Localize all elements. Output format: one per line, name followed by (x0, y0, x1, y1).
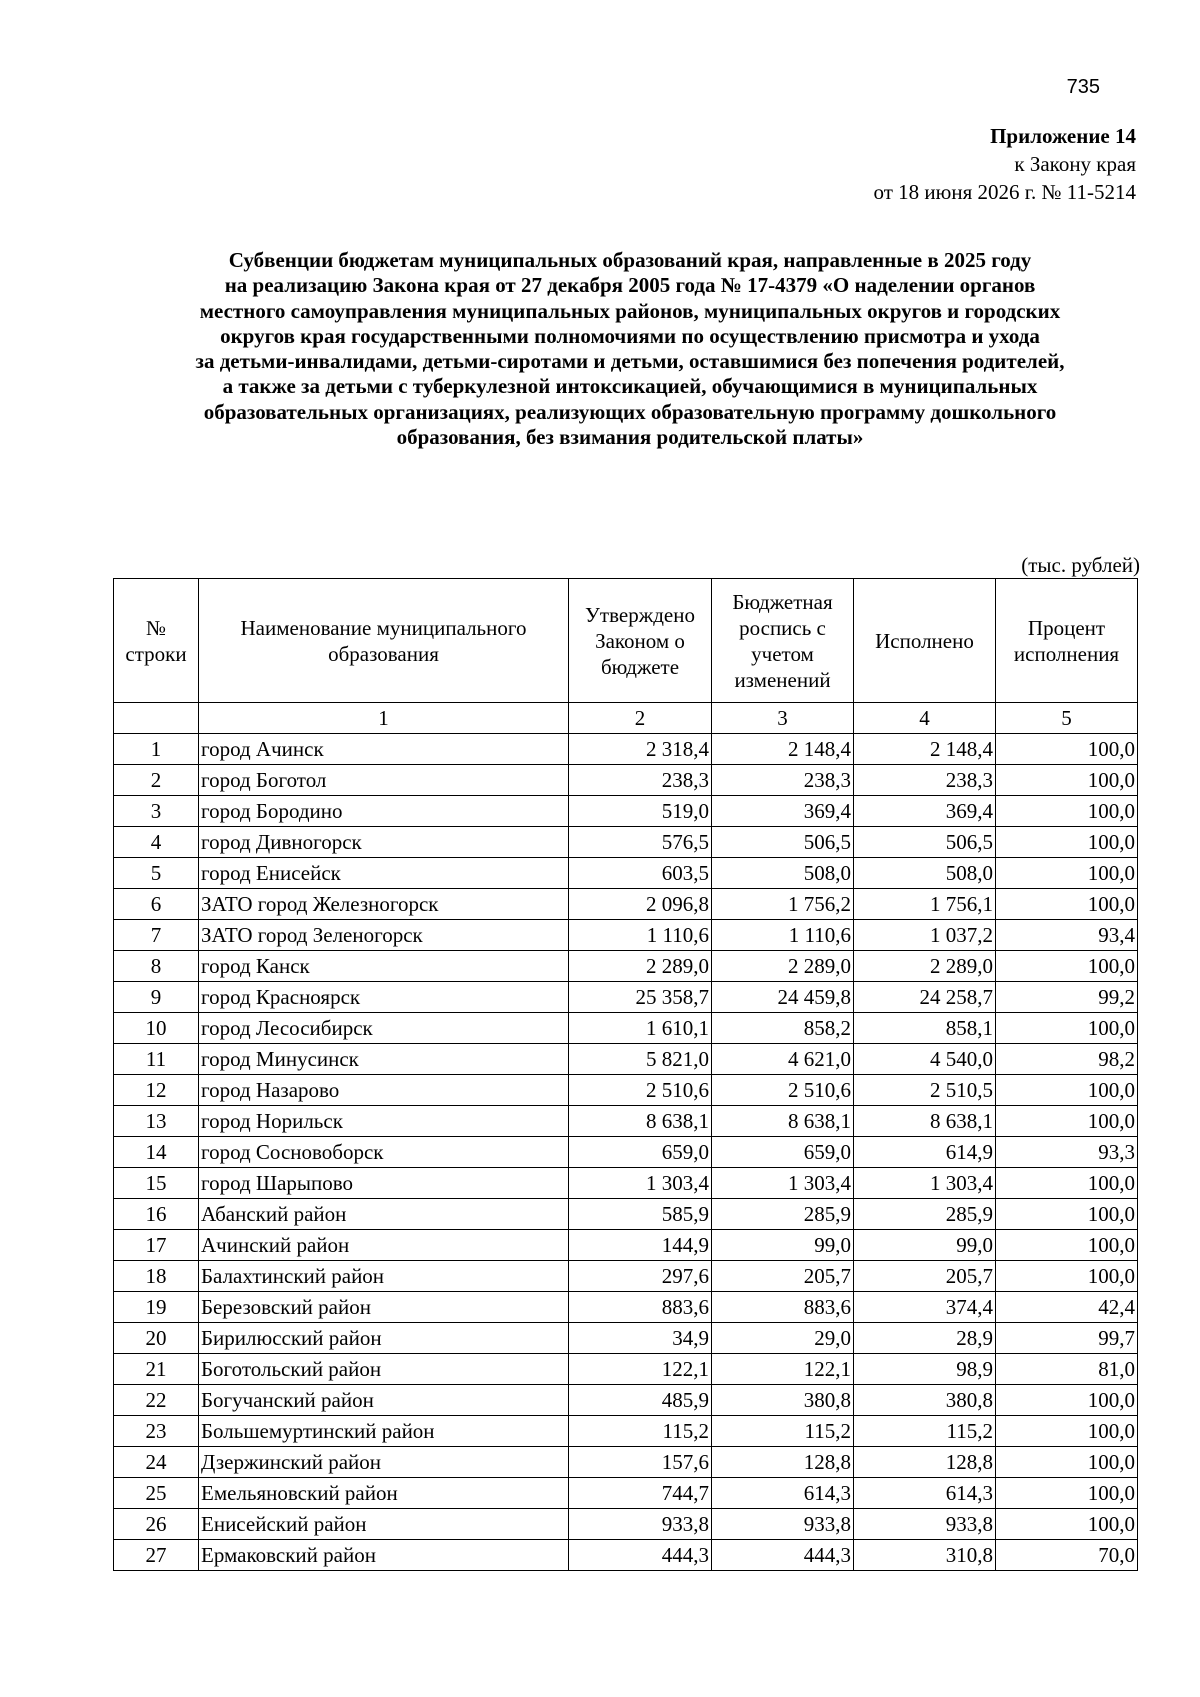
percent-value: 99,2 (996, 982, 1138, 1013)
column-number: 1 (199, 703, 569, 734)
executed-value: 28,9 (854, 1323, 996, 1354)
table-row (114, 1478, 1138, 1509)
row-number: 6 (114, 889, 199, 920)
column-number: 2 (569, 703, 712, 734)
approved-value: 576,5 (569, 827, 712, 858)
table-row (114, 1106, 1138, 1137)
percent-value: 100,0 (996, 951, 1138, 982)
table-row (114, 734, 1138, 765)
municipality-name: Березовский район (199, 1292, 569, 1323)
row-number: 15 (114, 1168, 199, 1199)
executed-value: 8 638,1 (854, 1106, 996, 1137)
percent-value: 93,3 (996, 1137, 1138, 1168)
approved-value: 1 610,1 (569, 1013, 712, 1044)
table-row (114, 1013, 1138, 1044)
table-row (114, 765, 1138, 796)
percent-value: 100,0 (996, 1075, 1138, 1106)
executed-value: 99,0 (854, 1230, 996, 1261)
table-row (114, 1509, 1138, 1540)
header-municipality-name: Наименование муниципального образования (199, 579, 569, 703)
executed-value: 205,7 (854, 1261, 996, 1292)
approved-value: 2 510,6 (569, 1075, 712, 1106)
municipality-name: Балахтинский район (199, 1261, 569, 1292)
title-line: округов края государственными полномочиями по осуществлению присмотра и ухода (220, 323, 1040, 348)
executed-value: 614,3 (854, 1478, 996, 1509)
approved-value: 444,3 (569, 1540, 712, 1571)
approved-value: 585,9 (569, 1199, 712, 1230)
appendix-line-2: от 18 июня 2026 г. № 11-5214 (873, 180, 1136, 204)
executed-value: 128,8 (854, 1447, 996, 1478)
executed-value: 4 540,0 (854, 1044, 996, 1075)
approved-value: 144,9 (569, 1230, 712, 1261)
row-number: 20 (114, 1323, 199, 1354)
executed-value: 2 289,0 (854, 951, 996, 982)
percent-value: 93,4 (996, 920, 1138, 951)
budget-list-value: 8 638,1 (712, 1106, 854, 1137)
row-number: 3 (114, 796, 199, 827)
approved-value: 122,1 (569, 1354, 712, 1385)
municipality-name: Большемуртинский район (199, 1416, 569, 1447)
executed-value: 2 510,5 (854, 1075, 996, 1106)
header-percent: Процент исполнения (996, 579, 1138, 703)
subvention-table (113, 578, 1138, 1571)
table-row (114, 1168, 1138, 1199)
budget-list-value: 2 148,4 (712, 734, 854, 765)
approved-value: 1 110,6 (569, 920, 712, 951)
row-number: 24 (114, 1447, 199, 1478)
percent-value: 100,0 (996, 1230, 1138, 1261)
budget-list-value: 659,0 (712, 1137, 854, 1168)
header-budget-list: Бюджетная роспись с учетом изменений (712, 579, 854, 703)
row-number: 17 (114, 1230, 199, 1261)
table-row (114, 858, 1138, 889)
approved-value: 744,7 (569, 1478, 712, 1509)
budget-list-value: 122,1 (712, 1354, 854, 1385)
table-row (114, 1540, 1138, 1571)
row-number: 10 (114, 1013, 199, 1044)
row-number: 13 (114, 1106, 199, 1137)
percent-value: 99,7 (996, 1323, 1138, 1354)
title-line: образовательных организациях, реализующих образовательную программу дошкольного (203, 399, 1057, 424)
executed-value: 1 037,2 (854, 920, 996, 951)
table-row (114, 796, 1138, 827)
percent-value: 100,0 (996, 1013, 1138, 1044)
table-body (114, 734, 1138, 1571)
municipality-name: Бирилюсский район (199, 1323, 569, 1354)
municipality-name: город Лесосибирск (199, 1013, 569, 1044)
municipality-name: город Канск (199, 951, 569, 982)
table-row (114, 1292, 1138, 1323)
row-number: 8 (114, 951, 199, 982)
row-number: 21 (114, 1354, 199, 1385)
approved-value: 485,9 (569, 1385, 712, 1416)
municipality-name: город Ачинск (199, 734, 569, 765)
percent-value: 42,4 (996, 1292, 1138, 1323)
approved-value: 883,6 (569, 1292, 712, 1323)
row-number: 16 (114, 1199, 199, 1230)
table-row (114, 827, 1138, 858)
row-number: 26 (114, 1509, 199, 1540)
approved-value: 115,2 (569, 1416, 712, 1447)
table-row (114, 1230, 1138, 1261)
percent-value: 70,0 (996, 1540, 1138, 1571)
column-number (114, 703, 199, 734)
percent-value: 100,0 (996, 889, 1138, 920)
approved-value: 2 289,0 (569, 951, 712, 982)
percent-value: 100,0 (996, 858, 1138, 889)
executed-value: 614,9 (854, 1137, 996, 1168)
table-row (114, 920, 1138, 951)
budget-list-value: 858,2 (712, 1013, 854, 1044)
budget-list-value: 4 621,0 (712, 1044, 854, 1075)
row-number: 2 (114, 765, 199, 796)
approved-value: 238,3 (569, 765, 712, 796)
budget-list-value: 24 459,8 (712, 982, 854, 1013)
table-header-row (114, 579, 1138, 703)
table-row (114, 889, 1138, 920)
approved-value: 297,6 (569, 1261, 712, 1292)
column-number-row (114, 703, 1138, 734)
approved-value: 933,8 (569, 1509, 712, 1540)
row-number: 5 (114, 858, 199, 889)
executed-value: 508,0 (854, 858, 996, 889)
municipality-name: город Шарыпово (199, 1168, 569, 1199)
approved-value: 2 096,8 (569, 889, 712, 920)
budget-list-value: 508,0 (712, 858, 854, 889)
approved-value: 1 303,4 (569, 1168, 712, 1199)
table-row (114, 1044, 1138, 1075)
row-number: 27 (114, 1540, 199, 1571)
municipality-name: город Бородино (199, 796, 569, 827)
row-number: 7 (114, 920, 199, 951)
budget-list-value: 933,8 (712, 1509, 854, 1540)
title-line: на реализацию Закона края от 27 декабря 2005 года № 17-4379 «О наделении органов (224, 273, 1036, 298)
approved-value: 519,0 (569, 796, 712, 827)
budget-list-value: 285,9 (712, 1199, 854, 1230)
column-number: 5 (996, 703, 1138, 734)
municipality-name: Енисейский район (199, 1509, 569, 1540)
column-number: 4 (854, 703, 996, 734)
table-row (114, 1354, 1138, 1385)
executed-value: 115,2 (854, 1416, 996, 1447)
row-number: 12 (114, 1075, 199, 1106)
budget-list-value: 205,7 (712, 1261, 854, 1292)
executed-value: 380,8 (854, 1385, 996, 1416)
municipality-name: город Назарово (199, 1075, 569, 1106)
budget-list-value: 238,3 (712, 765, 854, 796)
executed-value: 858,1 (854, 1013, 996, 1044)
budget-list-value: 380,8 (712, 1385, 854, 1416)
municipality-name: город Енисейск (199, 858, 569, 889)
percent-value: 100,0 (996, 1199, 1138, 1230)
municipality-name: Боготольский район (199, 1354, 569, 1385)
table-row (114, 1261, 1138, 1292)
row-number: 9 (114, 982, 199, 1013)
table-row (114, 1323, 1138, 1354)
percent-value: 100,0 (996, 734, 1138, 765)
title-line: местного самоуправления муниципальных районов, муниципальных округов и городских (199, 298, 1061, 323)
municipality-name: город Дивногорск (199, 827, 569, 858)
row-number: 23 (114, 1416, 199, 1447)
budget-list-value: 29,0 (712, 1323, 854, 1354)
budget-list-value: 1 110,6 (712, 920, 854, 951)
units-label: (тыс. рублей) (1021, 553, 1140, 577)
document-title (90, 248, 1170, 450)
budget-list-value: 369,4 (712, 796, 854, 827)
municipality-name: город Боготол (199, 765, 569, 796)
row-number: 25 (114, 1478, 199, 1509)
percent-value: 81,0 (996, 1354, 1138, 1385)
budget-list-value: 1 756,2 (712, 889, 854, 920)
percent-value: 100,0 (996, 827, 1138, 858)
executed-value: 1 756,1 (854, 889, 996, 920)
row-number: 1 (114, 734, 199, 765)
page-number: 735 (1066, 76, 1100, 98)
percent-value: 100,0 (996, 1261, 1138, 1292)
municipality-name: город Красноярск (199, 982, 569, 1013)
appendix-line-1: к Закону края (1014, 152, 1136, 176)
row-number: 18 (114, 1261, 199, 1292)
percent-value: 100,0 (996, 1385, 1138, 1416)
executed-value: 285,9 (854, 1199, 996, 1230)
approved-value: 2 318,4 (569, 734, 712, 765)
header-row-number: № строки (114, 579, 199, 703)
percent-value: 100,0 (996, 765, 1138, 796)
table-row (114, 1199, 1138, 1230)
row-number: 4 (114, 827, 199, 858)
approved-value: 5 821,0 (569, 1044, 712, 1075)
header-approved: Утверждено Законом о бюджете (569, 579, 712, 703)
row-number: 22 (114, 1385, 199, 1416)
table-row (114, 1137, 1138, 1168)
percent-value: 98,2 (996, 1044, 1138, 1075)
municipality-name: Ачинский район (199, 1230, 569, 1261)
executed-value: 369,4 (854, 796, 996, 827)
table-row (114, 1075, 1138, 1106)
municipality-name: ЗАТО город Железногорск (199, 889, 569, 920)
executed-value: 24 258,7 (854, 982, 996, 1013)
row-number: 11 (114, 1044, 199, 1075)
percent-value: 100,0 (996, 1478, 1138, 1509)
executed-value: 310,8 (854, 1540, 996, 1571)
title-line: образования, без взимания родительской платы» (396, 425, 864, 450)
budget-list-value: 1 303,4 (712, 1168, 854, 1199)
budget-list-value: 99,0 (712, 1230, 854, 1261)
percent-value: 100,0 (996, 1416, 1138, 1447)
budget-list-value: 115,2 (712, 1416, 854, 1447)
approved-value: 659,0 (569, 1137, 712, 1168)
approved-value: 157,6 (569, 1447, 712, 1478)
executed-value: 506,5 (854, 827, 996, 858)
row-number: 14 (114, 1137, 199, 1168)
table-row (114, 982, 1138, 1013)
budget-list-value: 614,3 (712, 1478, 854, 1509)
approved-value: 34,9 (569, 1323, 712, 1354)
municipality-name: город Минусинск (199, 1044, 569, 1075)
title-line: Субвенции бюджетам муниципальных образований края, направленные в 2025 году (228, 248, 1032, 272)
municipality-name: Богучанский район (199, 1385, 569, 1416)
municipality-name: Дзержинский район (199, 1447, 569, 1478)
budget-list-value: 2 289,0 (712, 951, 854, 982)
municipality-name: город Сосновоборск (199, 1137, 569, 1168)
executed-value: 933,8 (854, 1509, 996, 1540)
row-number: 19 (114, 1292, 199, 1323)
municipality-name: ЗАТО город Зеленогорск (199, 920, 569, 951)
appendix-block (874, 122, 1136, 206)
executed-value: 238,3 (854, 765, 996, 796)
title-line: за детьми-инвалидами, детьми-сиротами и детьми, оставшимися без попечения родителей, (195, 349, 1065, 374)
municipality-name: город Норильск (199, 1106, 569, 1137)
budget-list-value: 128,8 (712, 1447, 854, 1478)
table-row (114, 1447, 1138, 1478)
percent-value: 100,0 (996, 1106, 1138, 1137)
executed-value: 98,9 (854, 1354, 996, 1385)
municipality-name: Ермаковский район (199, 1540, 569, 1571)
column-number: 3 (712, 703, 854, 734)
municipality-name: Емельяновский район (199, 1478, 569, 1509)
percent-value: 100,0 (996, 796, 1138, 827)
percent-value: 100,0 (996, 1168, 1138, 1199)
title-line: а также за детьми с туберкулезной интоксикацией, обучающимися в муниципальных (222, 374, 1038, 399)
budget-list-value: 883,6 (712, 1292, 854, 1323)
table-row (114, 951, 1138, 982)
appendix-title: Приложение 14 (990, 124, 1136, 148)
budget-list-value: 2 510,6 (712, 1075, 854, 1106)
municipality-name: Абанский район (199, 1199, 569, 1230)
budget-list-value: 506,5 (712, 827, 854, 858)
approved-value: 25 358,7 (569, 982, 712, 1013)
table-row (114, 1416, 1138, 1447)
executed-value: 1 303,4 (854, 1168, 996, 1199)
executed-value: 2 148,4 (854, 734, 996, 765)
header-executed: Исполнено (854, 579, 996, 703)
budget-list-value: 444,3 (712, 1540, 854, 1571)
percent-value: 100,0 (996, 1509, 1138, 1540)
table-row (114, 1385, 1138, 1416)
approved-value: 603,5 (569, 858, 712, 889)
percent-value: 100,0 (996, 1447, 1138, 1478)
approved-value: 8 638,1 (569, 1106, 712, 1137)
executed-value: 374,4 (854, 1292, 996, 1323)
